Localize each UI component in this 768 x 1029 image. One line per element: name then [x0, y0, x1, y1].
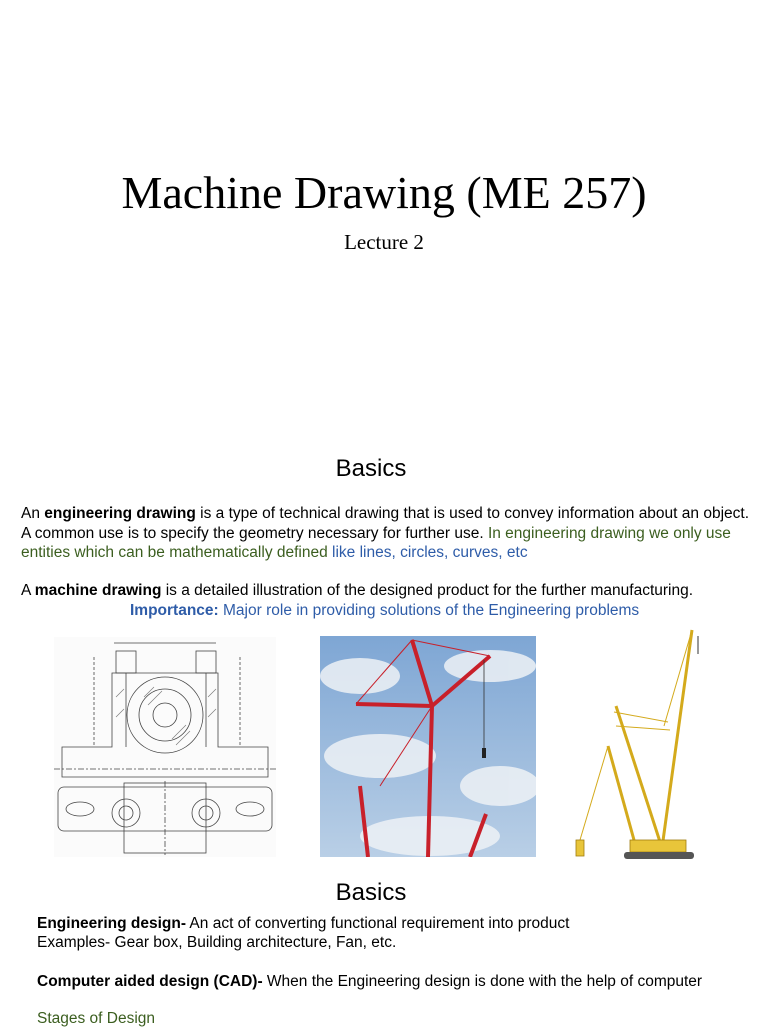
cad-definition: [37, 972, 747, 992]
text-run: When the Engineering design is done with the help of computer: [262, 973, 703, 990]
section-heading-basics: Basics: [335, 455, 407, 482]
text-run: An act of converting functional requirement into product: [185, 915, 570, 932]
importance-line: [130, 601, 750, 621]
engineering-design-definition: [37, 914, 747, 934]
text-run: A: [21, 582, 35, 599]
slide-title: Machine Drawing (ME 257): [121, 167, 647, 218]
term-engineering-design: Engineering design-: [37, 915, 186, 932]
term-machine-drawing: machine drawing: [34, 582, 162, 599]
slide-subtitle: Lecture 2: [344, 230, 424, 254]
engineering-design-examples: Examples- Gear box, Building architecture, Fan, etc.: [37, 934, 397, 951]
machine-drawing-plummer-block: [54, 637, 276, 857]
importance-text: Major role in providing solutions of the Engineering problems: [218, 602, 640, 619]
highlight-text-green: In engineering drawing we only use entities which can be mathematically defined: [21, 524, 731, 561]
text-run: An: [21, 505, 45, 522]
yellow-crawler-crane-drawing: [568, 626, 760, 862]
text-run: is a detailed illustration of the designed product for the further manufacturing.: [161, 582, 694, 599]
term-cad: Computer aided design (CAD)-: [37, 973, 263, 990]
engineering-drawing-paragraph: [21, 504, 751, 563]
section-heading-basics-2: Basics: [335, 879, 407, 906]
term-engineering-drawing: engineering drawing: [44, 505, 196, 522]
stages-of-design-link: Stages of Design: [37, 1010, 156, 1027]
highlight-text-blue: like lines, circles, curves, etc: [327, 544, 528, 561]
machine-drawing-paragraph: [21, 581, 751, 601]
importance-label: Importance:: [130, 602, 219, 619]
text-run: is a type of technical drawing that is used to convey information about an object. A common use is to specify the geometry necessary for further use.: [21, 505, 749, 542]
red-crawler-crane-photo: [320, 636, 536, 857]
